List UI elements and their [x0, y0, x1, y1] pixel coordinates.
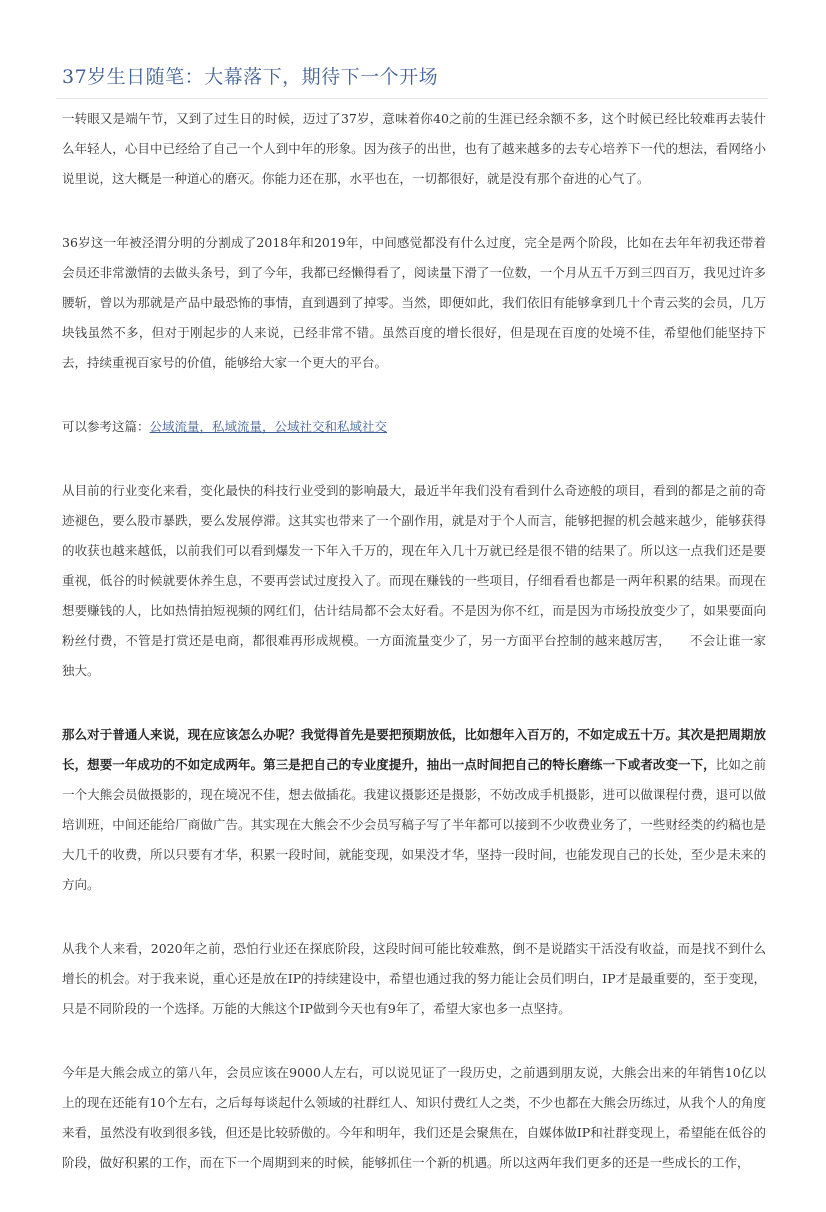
article-body [62, 104, 766, 1212]
paragraph-4 [62, 720, 766, 900]
paragraph-3: 从目前的行业变化来看，变化最快的科技行业受到的影响最大，最近半年我们没有看到什么奇迹般的项目，看到的都是之前的奇迹褪色，要么股市暴跌，要么发展停滞。这其实也带来了一个副作用，就是对于个人而言，能够把握的机会越来越少，能够获得的收获也越来越低，以前我们可以看到爆发一下年入千万的，现在年入几十万就已经是很不错的结果了。所以这一点我们还是要重视，低谷的时候就要休养生息，不要再尝试过度投入了。而现在赚钱的一些项目，仔细看看也都是一两年积累的结果。而现在想要赚钱的人，比如热情拍短视频的网红们，估计结局都不会太好看。不是因为你不红，而是因为市场投放变少了，如果要面向粉丝付费，不管是打赏还是电商，都很难再形成规模。一方面流量变少了，另一方面平台控制的越来越厉害， 不会让谁一家独大。 [62, 483, 766, 678]
reference-line [62, 412, 766, 442]
paragraph-4-rest: 比如之前一个大熊会员做摄影的，现在境况不佳，想去做插花。我建议摄影还是摄影，不妨改成手机摄影，进可以做课程付费，退可以做培训班，中间还能给厂商做广告。其实现在大熊会不少会员写稿子写了半年都可以接到不少收费业务了，一些财经类的约稿也是大几千的收费，所以只要有才华，积累一段时间，就能变现，如果没才华，坚持一段时间，也能发现自己的长处，至少是未来的方向。 [62, 757, 766, 892]
reference-prefix: 可以参考这篇： [62, 419, 150, 434]
article-title: 37岁生日随笔：大幕落下，期待下一个开场 [62, 66, 439, 88]
paragraph-5: 从我个人来看，2020年之前，恐怕行业还在探底阶段，这段时间可能比较难熬，倒不是说踏实干活没有收益，而是找不到什么增长的机会。对于我来说，重心还是放在IP的持续建设中，希望也通过我的努力能让会员们明白，IP才是最重要的，至于变现，只是不同阶段的一个选择。万能的大熊这个IP做到今天也有9年了，希望大家也多一点坚持。 [62, 941, 766, 1016]
paragraph-4-bold: 那么对于普通人来说，现在应该怎么办呢？我觉得首先是要把预期放低，比如想年入百万的，不如定成五十万。其次是把周期放长，想要一年成功的不如定成两年。第三是把自己的专业度提升，抽出一点时间把自己的特长磨练一下或者改变一下， [62, 727, 766, 772]
paragraph-6: 今年是大熊会成立的第八年，会员应该在9000人左右，可以说见证了一段历史，之前遇到朋友说，大熊会出来的年销售10亿以上的现在还能有10个左右，之后每每谈起什么领域的社群红人、知识付费红人之类，不少也都在大熊会历练过，从我个人的角度来看，虽然没有收到很多钱，但还是比较骄傲的。今年和明年，我们还是会聚焦在，自媒体做IP和社群变现上，希望能在低谷的阶段，做好积累的工作，而在下一个周期到来的时候，能够抓住一个新的机遇。所以这两年我们更多的还是一些成长的工作， [62, 1065, 766, 1170]
reference-link[interactable]: 公域流量，私域流量，公域社交和私域社交 [149, 419, 388, 434]
title-divider [56, 98, 768, 99]
paragraph-1: 一转眼又是端午节，又到了过生日的时候，迈过了37岁，意味着你40之前的生涯已经余额不多，这个时候已经比较难再去装什么年轻人，心目中已经给了自己一个人到中年的形象。因为孩子的出世，也有了越来越多的去专心培养下一代的想法，看网络小说里说，这大概是一种道心的磨灭。你能力还在那，水平也在，一切都很好，就是没有那个奋进的心气了。 [62, 111, 766, 186]
paragraph-2: 36岁这一年被泾渭分明的分割成了2018年和2019年，中间感觉都没有什么过度，完全是两个阶段，比如在去年年初我还带着会员还非常激情的去做头条号，到了今年，我都已经懒得看了，阅读量下滑了一位数，一个月从五千万到三四百万，我见过许多腰斩，曾以为那就是产品中最恐怖的事情，直到遇到了掉零。当然，即便如此，我们依旧有能够拿到几十个青云奖的会员，几万块钱虽然不多，但对于刚起步的人来说，已经非常不错。虽然百度的增长很好，但是现在百度的处境不佳，希望他们能坚持下去，持续重视百家号的价值，能够给大家一个更大的平台。 [62, 235, 766, 370]
